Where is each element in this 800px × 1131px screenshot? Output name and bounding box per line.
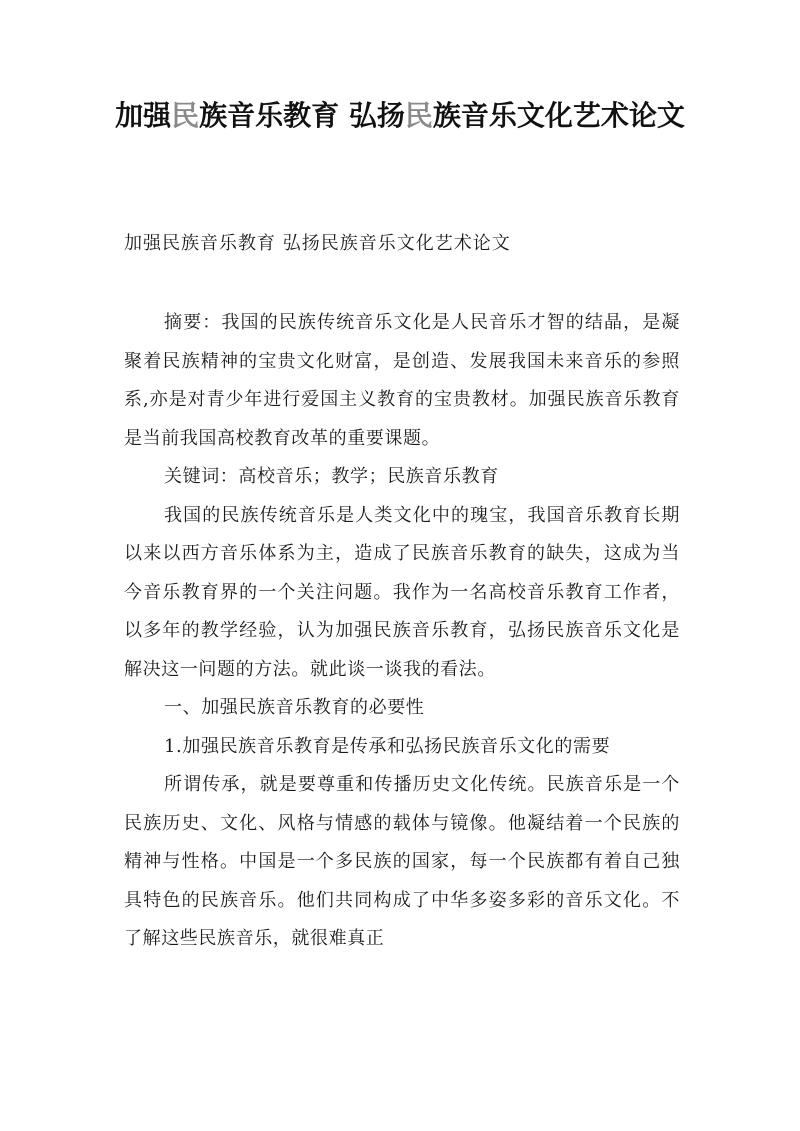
intro-paragraph: 我国的民族传统音乐是人类文化中的瑰宝，我国音乐教育长期以来以西方音乐体系为主，造成了民族音乐教育的缺失，这成为当今音乐教育界的一个关注问题。我作为一名高校音乐教育工作者，以多年的教学经验，认为加强民族音乐教育，弘扬民族音乐文化是解决这一问题的方法。就此谈一谈我的看法。 — [124, 504, 680, 680]
title-text-3: 族音乐文化艺术论文 — [432, 99, 685, 132]
title-highlight-1: 民 — [171, 99, 200, 132]
subsection-heading: 1.加强民族音乐教育是传承和弘扬民族音乐文化的需要 — [164, 735, 611, 757]
body-paragraph: 所谓传承，就是要尊重和传播历史文化传统。民族音乐是一个民族历史、文化、风格与情感的载体与镜像。他凝结着一个民族的精神与性格。中国是一个多民族的国家，每一个民族都有着自己独具特色的民族音乐。他们共同构成了中华多姿多彩的音乐文化。不了解这些民族音乐，就很难真正 — [124, 774, 680, 949]
document-title — [100, 92, 700, 140]
document-body — [124, 304, 680, 959]
abstract-paragraph: 摘要：我国的民族传统音乐文化是人民音乐才智的结晶，是凝聚着民族精神的宝贵文化财富，是创造、发展我国未来音乐的参照系,亦是对青少年进行爱国主义教育的宝贵教材。加强民族音乐教育是当前我国高校教育改革的重要课题。 — [124, 312, 680, 449]
document-subtitle: 加强民族音乐教育 弘扬民族音乐文化艺术论文 — [124, 233, 511, 254]
section-heading: 一、加强民族音乐教育的必要性 — [164, 697, 425, 718]
title-highlight-2: 民 — [404, 99, 433, 132]
title-text-1: 加强 — [115, 99, 172, 132]
keywords-paragraph: 关键词：高校音乐；教学；民族音乐教育 — [164, 466, 499, 487]
title-text-2: 族音乐教育 弘扬 — [199, 99, 405, 132]
